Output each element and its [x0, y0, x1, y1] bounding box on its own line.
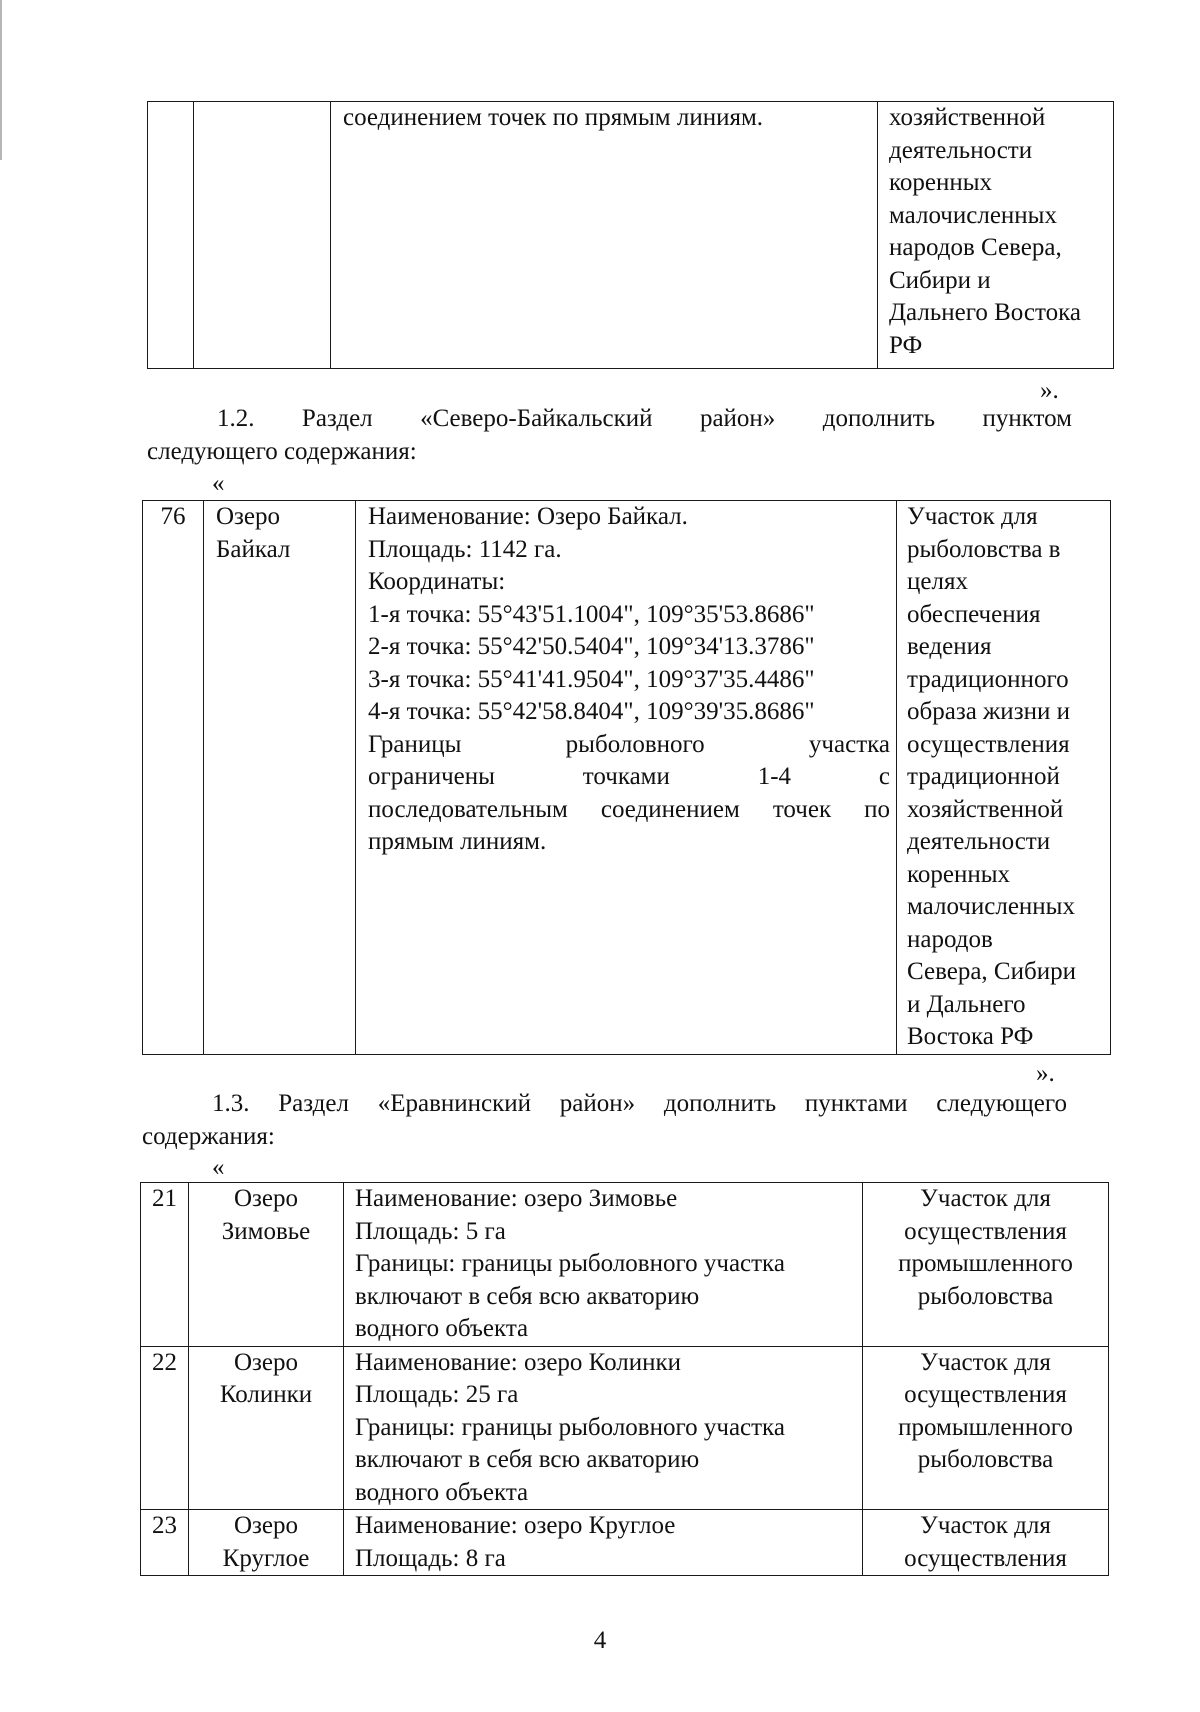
description-line: 3-я точка: 55°41'41.9504", 109°37'35.4486" [368, 665, 815, 693]
page-number: 4 [593, 1627, 607, 1654]
table-row [141, 1510, 1109, 1576]
purpose-line: промышленного [898, 1413, 1073, 1441]
purpose-line: народов Севера, [889, 234, 1062, 261]
description-line: водного объекта [355, 1315, 529, 1342]
description-line: Границы: границы рыболовного участка [355, 1413, 785, 1441]
description-line: 2-я точка: 55°42'50.5404", 109°34'13.3786" [368, 633, 815, 660]
cell-purpose [863, 1346, 1109, 1510]
cell-name [189, 1346, 344, 1510]
purpose-line: традиционной [907, 763, 1060, 790]
purpose-line: обеспечения [907, 600, 1041, 628]
cell-description [344, 1183, 863, 1347]
table-row [141, 1183, 1109, 1347]
description-line: Наименование: озеро Колинки [355, 1348, 682, 1376]
purpose-line: Участок для [920, 1185, 1051, 1212]
purpose-line: малочисленных [907, 893, 1075, 920]
paragraph-1-2 [147, 403, 1072, 468]
name-line: Круглое [222, 1544, 310, 1572]
row-number: 23 [152, 1512, 177, 1539]
cell-name [189, 1183, 344, 1347]
name-line: Озеро [216, 503, 281, 530]
purpose-line: осуществления [904, 1217, 1067, 1245]
cell-number [141, 1183, 189, 1347]
purpose-line: осуществления [904, 1381, 1067, 1408]
cell-number [143, 501, 204, 1055]
description-line: последовательным соединением точек по [368, 795, 890, 823]
description-line: 1-я точка: 55°43'51.1004", 109°35'53.8686" [368, 600, 815, 628]
description-line: ограничены точками 1-4 с [368, 763, 890, 790]
row-number: 21 [152, 1185, 177, 1212]
purpose-line: осуществления [907, 730, 1070, 758]
row-number: 22 [152, 1348, 177, 1376]
purpose-line: рыболовства в [907, 535, 1061, 563]
row-number: 76 [160, 503, 186, 530]
purpose-line: промышленного [898, 1250, 1073, 1277]
cell-name [189, 1510, 344, 1576]
purpose-line: РФ [889, 331, 923, 359]
cell-name [204, 501, 356, 1055]
purpose-line: хозяйственной [907, 795, 1064, 823]
description-line: Границы рыболовного участка [368, 730, 890, 758]
opening-quote: « [212, 470, 225, 497]
description-line: включают в себя всю акваторию [355, 1446, 700, 1473]
purpose-line: Участок для [907, 503, 1038, 530]
purpose-line: деятельности [907, 828, 1051, 855]
cell-purpose [863, 1510, 1109, 1576]
description-line: соединением точек по прямым линиям. [343, 104, 764, 131]
description-line: Наименование: Озеро Байкал. [368, 503, 688, 530]
description-line: Координаты: [368, 568, 506, 595]
name-line: Озеро [233, 1348, 299, 1376]
name-line: Озеро [233, 1185, 299, 1212]
name-line: Колинки [219, 1381, 313, 1408]
description-line: прямым линиям. [368, 828, 547, 855]
purpose-line: образа жизни и [907, 698, 1070, 725]
purpose-line: осуществления [904, 1544, 1067, 1572]
name-line: Озеро [233, 1512, 299, 1539]
cell-number [141, 1510, 189, 1576]
cell-purpose [863, 1183, 1109, 1347]
cell-description [344, 1510, 863, 1576]
purpose-line: традиционного [907, 665, 1069, 693]
cell-description [356, 501, 897, 1055]
purpose-line: Востока РФ [907, 1023, 1034, 1050]
closing-quote: ». [1036, 1060, 1055, 1087]
purpose-line: ведения [907, 633, 992, 660]
cell-description [344, 1346, 863, 1510]
table-row [148, 102, 1114, 369]
name-line: Зимовье [221, 1217, 311, 1245]
cell-number [148, 102, 194, 369]
name-line: Байкал [216, 535, 291, 563]
description-line: водного объекта [355, 1478, 529, 1506]
paragraph-line: 1.3. Раздел «Еравнинский район» дополнить пунктами следующего [212, 1090, 1067, 1117]
purpose-line: малочисленных [889, 201, 1057, 229]
scan-edge-mark [0, 0, 2, 160]
purpose-line: Сибири и [889, 266, 991, 294]
description-line: Площадь: 25 га [355, 1381, 519, 1408]
paragraph-line: 1.2. Раздел «Северо-Байкальский район» дополнить пунктом [217, 405, 1072, 432]
purpose-line: и Дальнего [907, 990, 1026, 1018]
table-row [143, 501, 1111, 1055]
description-line: Наименование: озеро Зимовье [355, 1185, 678, 1212]
description-line: Границы: границы рыболовного участка [355, 1250, 785, 1277]
purpose-line: коренных [889, 169, 993, 196]
description-line: включают в себя всю акваторию [355, 1282, 700, 1310]
description-line: Наименование: озеро Круглое [355, 1512, 676, 1539]
purpose-line: Севера, Сибири [907, 958, 1076, 985]
table-severo-baikalsky [142, 500, 1111, 1055]
purpose-line: хозяйственной [889, 104, 1046, 131]
opening-quote: « [212, 1154, 225, 1181]
description-line: 4-я точка: 55°42'58.8404", 109°39'35.8686" [368, 698, 815, 725]
purpose-line: народов [907, 925, 993, 953]
purpose-line: рыболовства [917, 1282, 1054, 1310]
table-continuation [147, 101, 1114, 369]
table-row [141, 1346, 1109, 1510]
purpose-line: коренных [907, 860, 1011, 888]
purpose-line: Участок для [920, 1512, 1051, 1539]
purpose-line: рыболовства [917, 1446, 1054, 1473]
purpose-line: целях [907, 568, 968, 595]
cell-purpose [897, 501, 1111, 1055]
paragraph-line: следующего содержания: [147, 437, 417, 465]
closing-quote: ». [1040, 377, 1059, 404]
purpose-line: Дальнего Востока [889, 299, 1081, 326]
table-eravninsky [140, 1182, 1109, 1576]
cell-description [331, 102, 878, 369]
cell-purpose [878, 102, 1114, 369]
purpose-line: Участок для [920, 1348, 1051, 1376]
paragraph-line: содержания: [142, 1122, 275, 1150]
description-line: Площадь: 8 га [355, 1544, 506, 1572]
cell-name [194, 102, 331, 369]
description-line: Площадь: 5 га [355, 1217, 506, 1245]
cell-number [141, 1346, 189, 1510]
paragraph-1-3 [142, 1088, 1067, 1153]
purpose-line: деятельности [889, 136, 1033, 164]
description-line: Площадь: 1142 га. [368, 535, 562, 563]
